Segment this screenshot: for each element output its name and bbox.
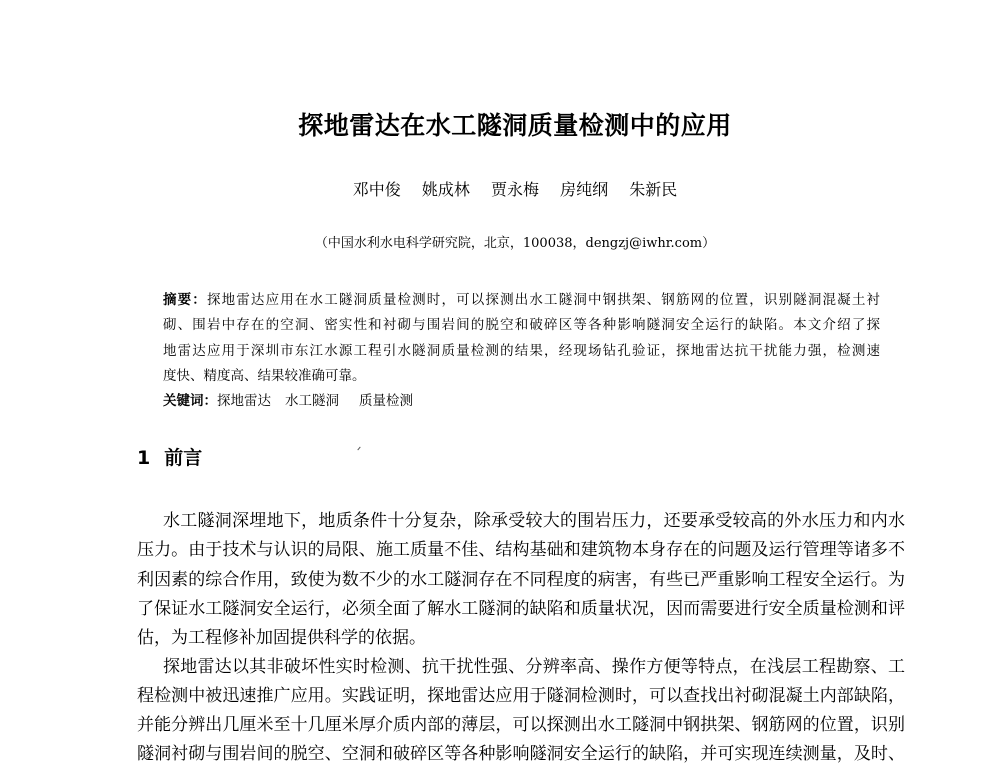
section-number: 1 (137, 447, 151, 469)
body-line: 并能分辨出几厘米至十几厘米厚介质内部的薄层，可以探测出水工隧洞中钢拱架、钢筋网的位置，识别 (137, 715, 905, 735)
affiliation: （中国水利水电科学研究院，北京，100038，dengzj@iwhr.com） (314, 236, 716, 251)
keyword: 水工隧洞 (285, 393, 339, 409)
abstract-line: 砌、围岩中存在的空洞、密实性和衬砌与围岩间的脱空和破碎区等各种影响隧洞安全运行的缺陷。本文介绍了探 (163, 317, 880, 333)
body-line: 利因素的综合作用，致使为数不少的水工隧洞存在不同程度的病害，有些已严重影响工程安全运行。为 (137, 570, 905, 590)
body-line: 估，为工程修补加固提供科学的依据。 (137, 628, 426, 648)
section-heading (137, 443, 202, 470)
body-line: 了保证水工隧洞安全运行，必须全面了解水工隧洞的缺陷和质量状况，因而需要进行安全质量检测和评 (137, 599, 905, 619)
paper-title: 探地雷达在水工隧洞质量检测中的应用 (298, 111, 732, 140)
author: 房纯纲 (560, 180, 609, 199)
body-line: 水工隧洞深埋地下，地质条件十分复杂，除承受较大的围岩压力，还要承受较高的外水压力和内水 (163, 511, 905, 531)
author: 贾永梅 (490, 180, 539, 199)
author-list (0, 177, 1000, 200)
section-title: 前言 (164, 447, 203, 469)
abstract-line: 地雷达应用于深圳市东江水源工程引水隧洞质量检测的结果，经现场钻孔验证，探地雷达抗干扰能力强，检测速 (163, 343, 880, 359)
keywords-label: 关键词： (163, 393, 217, 409)
author: 邓中俊 (352, 180, 401, 199)
keyword: 探地雷达 (217, 393, 271, 409)
scan-speck (357, 447, 360, 451)
author: 朱新民 (629, 180, 678, 199)
body-line: 隧洞衬砌与围岩间的脱空、空洞和破碎区等各种影响隧洞安全运行的缺陷，并可实现连续测量，及时、 (137, 744, 905, 764)
keyword: 质量检测 (359, 393, 413, 409)
body-line: 程检测中被迅速推广应用。实践证明，探地雷达应用于隧洞检测时，可以查找出衬砌混凝土内部缺陷， (137, 686, 905, 706)
keywords (163, 389, 880, 409)
abstract-line: 度快、精度高、结果较准确可靠。 (163, 368, 366, 384)
body-line: 探地雷达以其非破坏性实时检测、抗干扰性强、分辨率高、操作方便等特点，在浅层工程勘察、工 (163, 657, 905, 677)
body-line: 压力。由于技术与认识的局限、施工质量不佳、结构基础和建筑物本身存在的问题及运行管理等诸多不 (137, 540, 905, 560)
abstract-text: 探地雷达应用在水工隧洞质量检测时，可以探测出水工隧洞中钢拱架、钢筋网的位置，识别隧洞混凝土衬 (206, 292, 880, 308)
abstract-label: 摘要： (163, 292, 207, 308)
abstract-line (163, 288, 880, 308)
author: 姚成林 (421, 180, 470, 199)
